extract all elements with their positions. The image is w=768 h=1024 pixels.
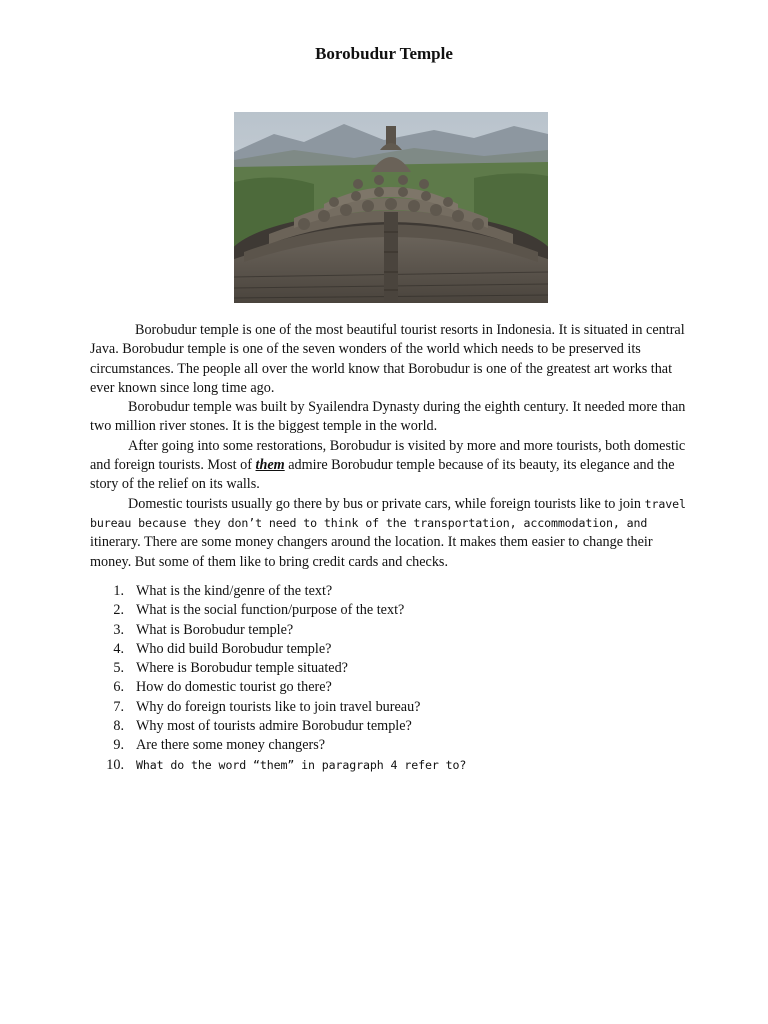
question-item bbox=[90, 601, 690, 620]
paragraph-1: Borobudur temple is one of the most beautiful tourist resorts in Indonesia. It is situated in central Java. Borobudur temple is one of the seven wonders of the world which needs to be preserved its circumstances. The people all over the world know that Borobudur is one of the greatest art works that ever known since long time ago. bbox=[90, 322, 685, 396]
question-text: Who did build Borobudur temple? bbox=[136, 640, 332, 657]
question-number: 7. bbox=[113, 698, 124, 715]
paragraph-4-mono-run: travel bureau because they don’t need to think of the transportation, accommodation, and bbox=[90, 496, 686, 530]
question-number: 3. bbox=[113, 621, 124, 638]
question-item bbox=[90, 640, 690, 659]
paragraph-3-text-start: After going into some restorations, Borobudur is visited by more and more tourists, both domestic and foreign tourists. Most of bbox=[90, 437, 686, 474]
question-text: Why do foreign tourists like to join travel bureau? bbox=[136, 698, 421, 715]
emphasized-word-them: them bbox=[255, 457, 285, 474]
question-number: 2. bbox=[113, 602, 124, 619]
paragraph-3-text-end: admire Borobudur temple because of its beauty, its elegance and the story of the relief on its walls. bbox=[90, 457, 675, 493]
temple-photo-icon bbox=[234, 112, 548, 303]
question-number: 6. bbox=[113, 679, 124, 696]
question-number: 8. bbox=[113, 718, 124, 735]
question-text: How do domestic tourist go there? bbox=[136, 679, 332, 696]
question-number: 4. bbox=[113, 640, 124, 657]
page-title: Borobudur Temple bbox=[315, 44, 453, 63]
question-number: 10. bbox=[106, 756, 124, 773]
paragraph-4-text-start: Domestic tourists usually go there by bus or private cars, while foreign tourists like to join bbox=[128, 495, 645, 512]
question-number: 1. bbox=[113, 583, 124, 599]
question-item bbox=[90, 756, 690, 775]
question-item bbox=[90, 678, 690, 697]
paragraph-3 bbox=[90, 437, 686, 495]
question-text: What do the word “them” in paragraph 4 refer to? bbox=[136, 757, 467, 772]
question-item bbox=[90, 698, 690, 717]
question-text: Where is Borobudur temple situated? bbox=[136, 660, 348, 677]
paragraph-2: Borobudur temple was built by Syailendra Dynasty during the eighth century. It needed more than two million river stones. It is the biggest temple in the world. bbox=[90, 399, 686, 435]
paragraph-4 bbox=[90, 495, 686, 572]
question-item bbox=[90, 736, 690, 755]
temple-photo bbox=[234, 112, 548, 303]
question-number: 9. bbox=[113, 737, 124, 754]
question-text: Are there some money changers? bbox=[136, 737, 326, 754]
question-text: What is Borobudur temple? bbox=[136, 621, 294, 638]
question-text: What is the kind/genre of the text? bbox=[136, 583, 333, 599]
question-list bbox=[90, 582, 690, 775]
question-item bbox=[90, 621, 690, 640]
question-item bbox=[90, 582, 690, 601]
paragraph-4-text-end: itinerary. There are some money changers around the location. It makes them easier to change their money. But some of them like to bring credit cards and checks. bbox=[90, 534, 653, 570]
question-number: 5. bbox=[113, 660, 124, 677]
question-item bbox=[90, 717, 690, 736]
question-text: Why most of tourists admire Borobudur temple? bbox=[136, 718, 412, 735]
question-text: What is the social function/purpose of the text? bbox=[136, 602, 405, 619]
question-item bbox=[90, 659, 690, 678]
reading-passage bbox=[90, 321, 686, 572]
